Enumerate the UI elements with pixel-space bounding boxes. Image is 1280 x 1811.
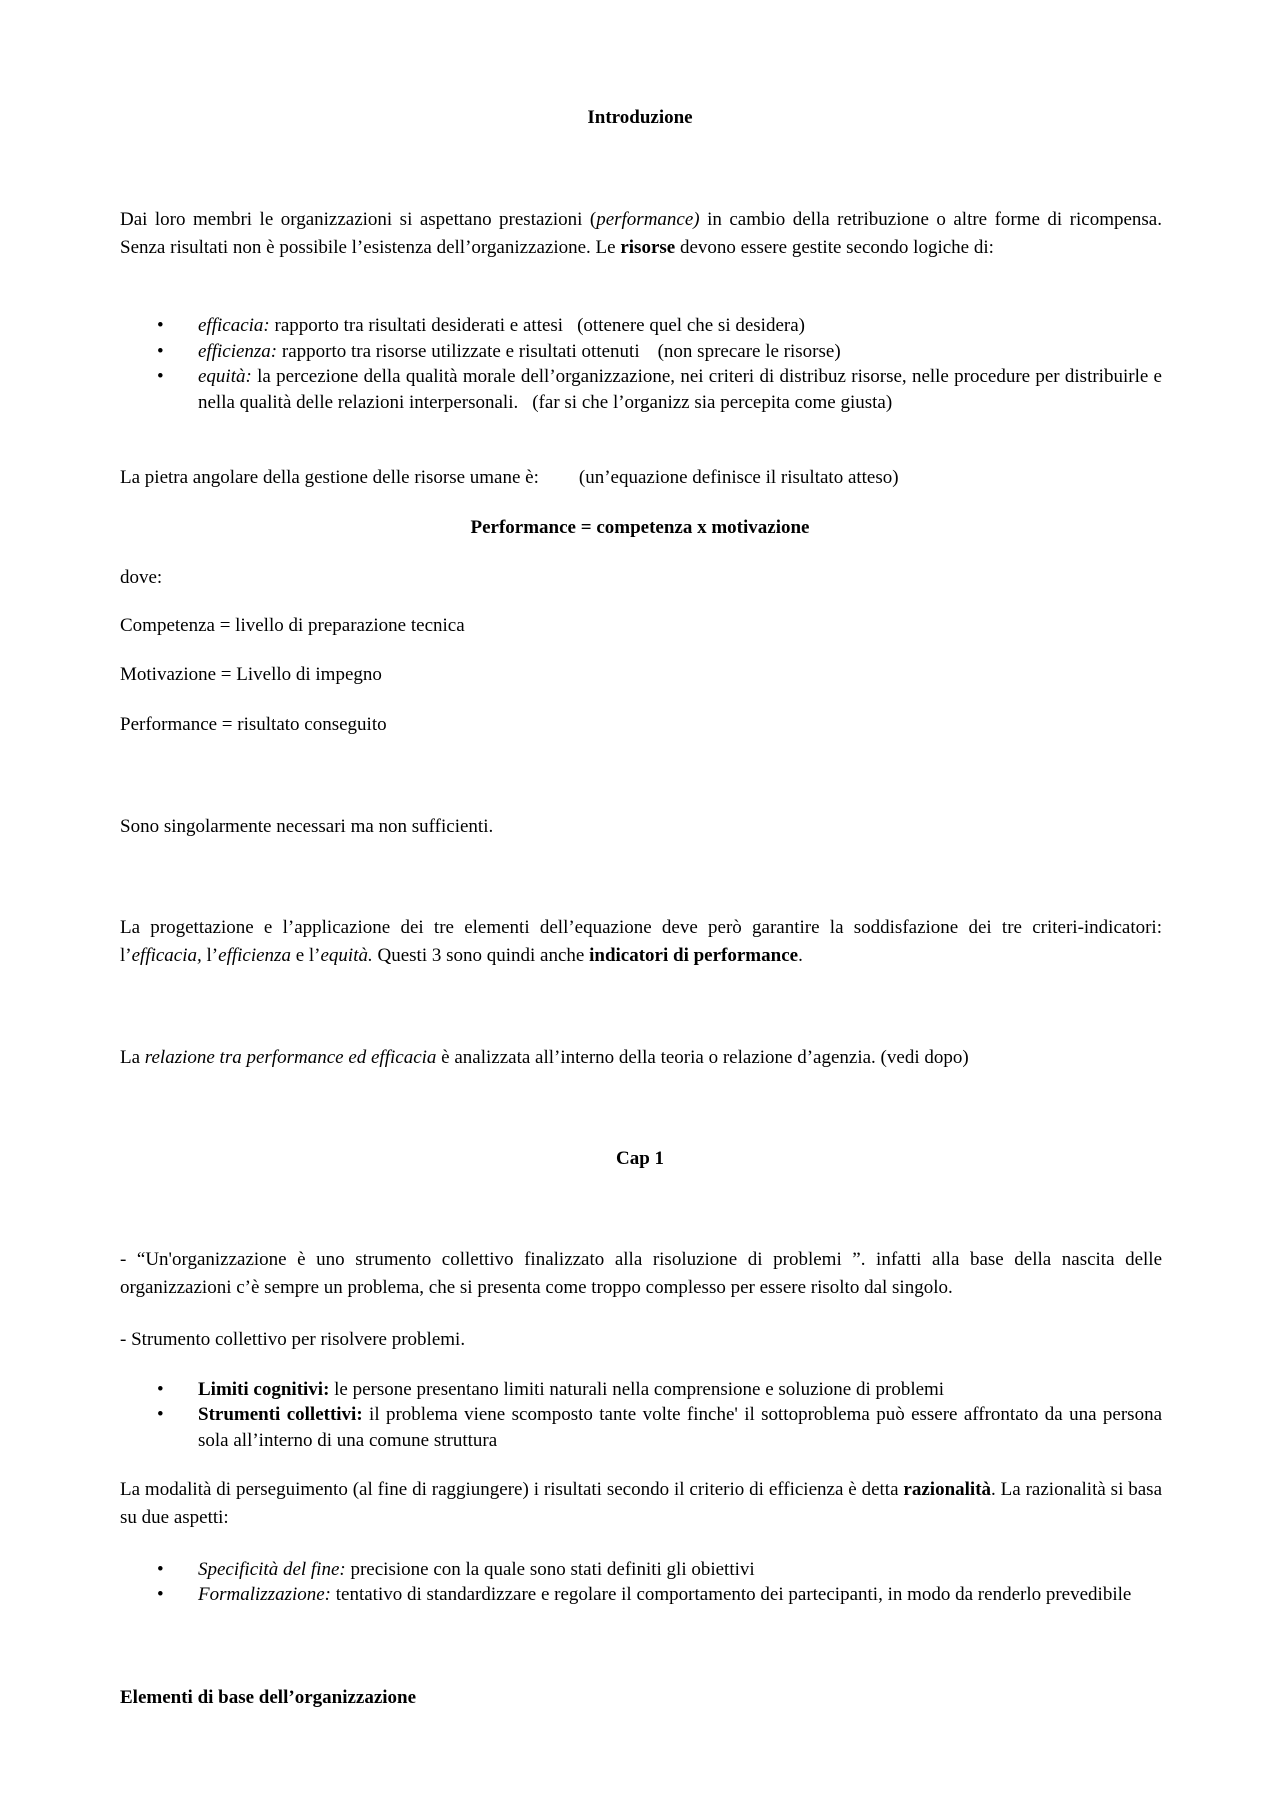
dove-label: dove: [120,567,163,588]
logics-list [120,312,1162,416]
bullet-icon: • [157,315,164,336]
bullet-icon: • [157,341,164,362]
pietra-paragraph: La pietra angolare della gestione delle risorse umane è: (un’equazione definisce il risultato atteso) [120,467,899,488]
list-item: • Limiti cognitivi: le persone presentano limiti naturali nella comprensione e soluzione di problemi [120,1376,1162,1402]
cap1-title: Cap 1 [615,1148,665,1169]
def-motivazione: Motivazione = Livello di impegno [120,664,382,685]
singolarmente-paragraph: Sono singolarmente necessari ma non sufficienti. [120,816,494,837]
strumento-line: - Strumento collettivo per risolvere problemi. [120,1329,466,1350]
bullet-icon: • [157,1584,164,1605]
list-item: • efficacia: rapporto tra risultati desiderati e attesi (ottenere quel che si desidera) [120,312,1162,338]
list-item: • Specificità del fine: precisione con la quale sono stati definiti gli obiettivi [120,1556,1162,1582]
bullet-icon: • [157,1404,164,1425]
razionalita-paragraph: La modalità di perseguimento (al fine di raggiungere) i risultati secondo il criterio di efficienza è detta razionalità. La razionalità si basa su due aspetti: [120,1479,1162,1528]
progettazione-paragraph: La progettazione e l’applicazione dei tre elementi dell’equazione deve però garantire la soddisfazione dei tre criteri-indicatori: l’efficacia, l’efficienza e l’equità. Questi 3 sono quindi anche indicatori di performance. [120,917,1162,966]
limits-list [120,1376,1162,1454]
list-item: • Strumenti collettivi: il problema viene scomposto tante volte finche' il sottoproblema può essere affrontato da una persona sola all’interno di una comune struttura [157,1404,1163,1451]
list-item: • equità: la percezione della qualità morale dell’organizzazione, nei criteri di distribuz risorse, nelle procedure per distribuirle e nella qualità delle relazioni interpersonali. (far si che l’organizz sia percepita come giusta) [157,366,1162,413]
bullet-icon: • [157,366,164,387]
intro-title: Introduzione [587,107,693,128]
def-performance: Performance = risultato conseguito [120,714,387,735]
list-item: • efficienza: rapporto tra risorse utilizzate e risultati ottenuti (non sprecare le risorse) [120,338,1162,364]
def-competenza: Competenza = livello di preparazione tecnica [120,615,465,636]
intro-paragraph: Dai loro membri le organizzazioni si aspettano prestazioni (performance) in cambio della retribuzione o altre forme di ricompensa. Senza risultati non è possibile l’esistenza dell’organizzazione. Le risorse devono essere gestite secondo logiche di: [120,209,1162,258]
list-item: • Formalizzazione: tentativo di standardizzare e regolare il comportamento dei partecipanti, in modo da renderlo prevedibile [120,1582,1162,1608]
performance-equation: Performance = competenza x motivazione [470,517,810,538]
relazione-paragraph: La relazione tra performance ed efficacia è analizzata all’interno della teoria o relazione d’agenzia. (vedi dopo) [120,1047,969,1068]
elementi-heading: Elementi di base dell’organizzazione [120,1687,417,1708]
organizzazione-quote: - “Un'organizzazione è uno strumento collettivo finalizzato alla risoluzione di problemi ”. infatti alla base della nascita delle organizzazioni c’è sempre un problema, che si presenta come troppo complesso per essere risolto dal singolo. [120,1249,1162,1298]
aspects-list [120,1556,1162,1608]
bullet-icon: • [157,1379,164,1400]
bullet-icon: • [157,1559,164,1580]
